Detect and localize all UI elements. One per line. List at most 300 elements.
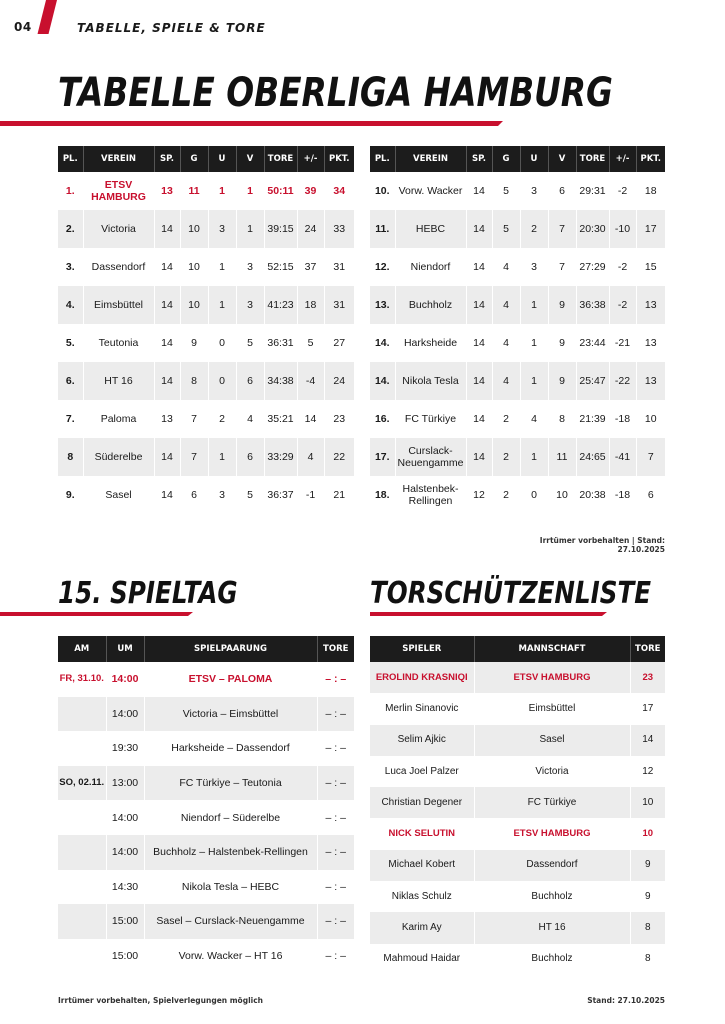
time-cell: 15:00 <box>106 904 144 939</box>
wins-cell: 6 <box>180 476 208 514</box>
wins-cell: 4 <box>492 362 520 400</box>
date-cell <box>58 731 106 766</box>
team-cell: FC Türkiye <box>474 787 630 818</box>
column-header: VEREIN <box>83 146 154 172</box>
date-cell <box>58 835 106 870</box>
team-cell: Eimsbüttel <box>474 693 630 724</box>
score-cell: – : – <box>317 662 354 697</box>
footer-note-right: Stand: 27.10.2025 <box>587 996 665 1005</box>
score-cell: – : – <box>317 697 354 732</box>
match-row <box>58 870 354 905</box>
losses-cell: 6 <box>548 172 576 210</box>
column-header: SPIELER <box>370 636 474 662</box>
match-row <box>58 731 354 766</box>
goal-diff-cell: 14 <box>297 400 324 438</box>
draws-cell: 1 <box>208 172 236 210</box>
standings-row <box>58 400 354 438</box>
standings-row <box>370 210 665 248</box>
goal-diff-cell: -2 <box>609 248 636 286</box>
time-cell: 14:00 <box>106 697 144 732</box>
match-cell: Vorw. Wacker – HT 16 <box>144 939 317 974</box>
standings-row <box>58 362 354 400</box>
club-cell: Niendorf <box>395 248 466 286</box>
standings-row <box>58 438 354 476</box>
goal-diff-cell: -2 <box>609 286 636 324</box>
losses-cell: 5 <box>236 476 264 514</box>
points-cell: 13 <box>636 286 665 324</box>
goals-cell: 35:21 <box>264 400 297 438</box>
rank-cell: 9. <box>58 476 83 514</box>
wins-cell: 10 <box>180 286 208 324</box>
rank-cell: 6. <box>58 362 83 400</box>
points-cell: 34 <box>324 172 354 210</box>
time-cell: 14:00 <box>106 800 144 835</box>
column-header: V <box>236 146 264 172</box>
scorer-row <box>370 787 665 818</box>
points-cell: 27 <box>324 324 354 362</box>
goals-cell: 24:65 <box>576 438 609 476</box>
column-header: AM <box>58 636 106 662</box>
column-header: SP. <box>466 146 492 172</box>
goal-diff-cell: -18 <box>609 476 636 514</box>
rank-cell: 8 <box>58 438 83 476</box>
goal-diff-cell: 4 <box>297 438 324 476</box>
goal-diff-cell: -2 <box>609 172 636 210</box>
rank-cell: 14. <box>370 324 395 362</box>
column-header: TORE <box>576 146 609 172</box>
column-header: PL. <box>58 146 83 172</box>
team-cell: Sasel <box>474 725 630 756</box>
goals-cell: 12 <box>630 756 665 787</box>
goals-cell: 9 <box>630 881 665 912</box>
spieltag-table <box>58 636 354 973</box>
goals-cell: 33:29 <box>264 438 297 476</box>
draws-cell: 1 <box>520 362 548 400</box>
games-cell: 14 <box>466 400 492 438</box>
points-cell: 10 <box>636 400 665 438</box>
points-cell: 21 <box>324 476 354 514</box>
goal-diff-cell: -1 <box>297 476 324 514</box>
games-cell: 12 <box>466 476 492 514</box>
column-header: VEREIN <box>395 146 466 172</box>
goal-diff-cell: -41 <box>609 438 636 476</box>
goals-cell: 52:15 <box>264 248 297 286</box>
date-cell: FR, 31.10. <box>58 662 106 697</box>
standings-row <box>58 286 354 324</box>
goals-cell: 41:23 <box>264 286 297 324</box>
team-cell: ETSV HAMBURG <box>474 662 630 693</box>
points-cell: 15 <box>636 248 665 286</box>
goals-cell: 36:38 <box>576 286 609 324</box>
club-cell: Nikola Tesla <box>395 362 466 400</box>
match-row <box>58 835 354 870</box>
rank-cell: 14. <box>370 362 395 400</box>
goal-diff-cell: 37 <box>297 248 324 286</box>
wins-cell: 7 <box>180 438 208 476</box>
column-header: MANNSCHAFT <box>474 636 630 662</box>
column-header: PKT. <box>324 146 354 172</box>
match-row <box>58 939 354 974</box>
player-cell: Selim Ajkic <box>370 725 474 756</box>
match-row <box>58 766 354 801</box>
match-row <box>58 662 354 697</box>
date-cell: SO, 02.11. <box>58 766 106 801</box>
player-cell: NICK SELUTIN <box>370 818 474 849</box>
column-header: V <box>548 146 576 172</box>
rank-cell: 1. <box>58 172 83 210</box>
standings-table-left <box>58 146 354 514</box>
points-cell: 7 <box>636 438 665 476</box>
wins-cell: 4 <box>492 324 520 362</box>
club-cell: Victoria <box>83 210 154 248</box>
goals-cell: 25:47 <box>576 362 609 400</box>
title-underline <box>0 121 503 126</box>
goals-cell: 39:15 <box>264 210 297 248</box>
games-cell: 14 <box>466 362 492 400</box>
rank-cell: 18. <box>370 476 395 514</box>
wins-cell: 2 <box>492 400 520 438</box>
club-cell: Buchholz <box>395 286 466 324</box>
losses-cell: 8 <box>548 400 576 438</box>
standings-row <box>370 248 665 286</box>
club-cell: Vorw. Wacker <box>395 172 466 210</box>
losses-cell: 7 <box>548 210 576 248</box>
draws-cell: 2 <box>208 400 236 438</box>
torschuetzen-title: TORSCHÜTZENLISTE <box>370 576 652 611</box>
score-cell: – : – <box>317 800 354 835</box>
player-cell: Christian Degener <box>370 787 474 818</box>
rank-cell: 17. <box>370 438 395 476</box>
column-header: TORE <box>317 636 354 662</box>
games-cell: 14 <box>154 248 180 286</box>
standings-row <box>370 476 665 514</box>
points-cell: 31 <box>324 248 354 286</box>
column-header: PL. <box>370 146 395 172</box>
games-cell: 14 <box>466 210 492 248</box>
draws-cell: 2 <box>520 210 548 248</box>
points-cell: 23 <box>324 400 354 438</box>
spieltag-header-row <box>58 636 354 662</box>
time-cell: 15:00 <box>106 939 144 974</box>
games-cell: 14 <box>466 286 492 324</box>
wins-cell: 11 <box>180 172 208 210</box>
score-cell: – : – <box>317 835 354 870</box>
scorer-row <box>370 756 665 787</box>
time-cell: 14:00 <box>106 662 144 697</box>
goals-cell: 50:11 <box>264 172 297 210</box>
column-header: PKT. <box>636 146 665 172</box>
rank-cell: 16. <box>370 400 395 438</box>
rank-cell: 2. <box>58 210 83 248</box>
games-cell: 13 <box>154 400 180 438</box>
player-cell: Mahmoud Haidar <box>370 944 474 975</box>
standings-row <box>370 324 665 362</box>
goals-cell: 10 <box>630 818 665 849</box>
goals-cell: 17 <box>630 693 665 724</box>
column-header: TORE <box>630 636 665 662</box>
column-header: +/- <box>609 146 636 172</box>
goals-cell: 8 <box>630 912 665 943</box>
match-row <box>58 697 354 732</box>
standings-row <box>370 438 665 476</box>
draws-cell: 1 <box>520 286 548 324</box>
time-cell: 14:00 <box>106 835 144 870</box>
standings-row <box>58 248 354 286</box>
goals-cell: 8 <box>630 944 665 975</box>
games-cell: 14 <box>154 362 180 400</box>
goals-cell: 20:30 <box>576 210 609 248</box>
club-cell: Süderelbe <box>83 438 154 476</box>
match-cell: ETSV – PALOMA <box>144 662 317 697</box>
team-cell: Buchholz <box>474 881 630 912</box>
column-header: TORE <box>264 146 297 172</box>
rank-cell: 13. <box>370 286 395 324</box>
scorer-row <box>370 662 665 693</box>
standings-table-right <box>370 146 665 514</box>
standings-note: Irrtümer vorbehalten | Stand: 27.10.2025 <box>539 536 665 554</box>
games-cell: 14 <box>466 324 492 362</box>
torschuetzen-underline <box>370 612 607 616</box>
scorer-row <box>370 944 665 975</box>
losses-cell: 9 <box>548 286 576 324</box>
goals-cell: 9 <box>630 850 665 881</box>
draws-cell: 1 <box>520 438 548 476</box>
club-cell: Dassendorf <box>83 248 154 286</box>
wins-cell: 10 <box>180 210 208 248</box>
goal-diff-cell: 18 <box>297 286 324 324</box>
column-header: G <box>492 146 520 172</box>
goals-cell: 10 <box>630 787 665 818</box>
rank-cell: 7. <box>58 400 83 438</box>
wins-cell: 10 <box>180 248 208 286</box>
goals-cell: 34:38 <box>264 362 297 400</box>
goal-diff-cell: -18 <box>609 400 636 438</box>
points-cell: 22 <box>324 438 354 476</box>
club-cell: Paloma <box>83 400 154 438</box>
wins-cell: 8 <box>180 362 208 400</box>
losses-cell: 10 <box>548 476 576 514</box>
score-cell: – : – <box>317 904 354 939</box>
losses-cell: 4 <box>236 400 264 438</box>
column-header: G <box>180 146 208 172</box>
score-cell: – : – <box>317 766 354 801</box>
draws-cell: 1 <box>208 438 236 476</box>
points-cell: 6 <box>636 476 665 514</box>
games-cell: 14 <box>154 286 180 324</box>
goals-cell: 21:39 <box>576 400 609 438</box>
goal-diff-cell: 24 <box>297 210 324 248</box>
player-cell: Karim Ay <box>370 912 474 943</box>
team-cell: HT 16 <box>474 912 630 943</box>
points-cell: 18 <box>636 172 665 210</box>
scorer-row <box>370 912 665 943</box>
club-cell: HEBC <box>395 210 466 248</box>
rank-cell: 12. <box>370 248 395 286</box>
column-header: U <box>208 146 236 172</box>
draws-cell: 3 <box>208 210 236 248</box>
standings-row <box>370 286 665 324</box>
match-cell: Niendorf – Süderelbe <box>144 800 317 835</box>
losses-cell: 1 <box>236 172 264 210</box>
standings-header-row <box>58 146 354 172</box>
torschuetzen-header-row <box>370 636 665 662</box>
match-cell: Victoria – Eimsbüttel <box>144 697 317 732</box>
wins-cell: 4 <box>492 286 520 324</box>
goals-cell: 29:31 <box>576 172 609 210</box>
losses-cell: 6 <box>236 362 264 400</box>
match-cell: Harksheide – Dassendorf <box>144 731 317 766</box>
rank-cell: 5. <box>58 324 83 362</box>
scorer-row <box>370 693 665 724</box>
draws-cell: 0 <box>520 476 548 514</box>
goal-diff-cell: 5 <box>297 324 324 362</box>
match-cell: Nikola Tesla – HEBC <box>144 870 317 905</box>
goals-cell: 14 <box>630 725 665 756</box>
club-cell: Sasel <box>83 476 154 514</box>
match-cell: Buchholz – Halstenbek-Rellingen <box>144 835 317 870</box>
losses-cell: 9 <box>548 362 576 400</box>
date-cell <box>58 870 106 905</box>
standings-row <box>370 172 665 210</box>
draws-cell: 3 <box>520 248 548 286</box>
points-cell: 13 <box>636 324 665 362</box>
match-row <box>58 800 354 835</box>
score-cell: – : – <box>317 939 354 974</box>
losses-cell: 1 <box>236 210 264 248</box>
wins-cell: 9 <box>180 324 208 362</box>
spieltag-underline <box>0 612 193 616</box>
goals-cell: 20:38 <box>576 476 609 514</box>
points-cell: 13 <box>636 362 665 400</box>
standings-header-row <box>370 146 665 172</box>
draws-cell: 1 <box>208 248 236 286</box>
match-cell: Sasel – Curslack-Neuengamme <box>144 904 317 939</box>
standings-row <box>58 172 354 210</box>
goals-cell: 36:31 <box>264 324 297 362</box>
club-cell: FC Türkiye <box>395 400 466 438</box>
losses-cell: 9 <box>548 324 576 362</box>
club-cell: Eimsbüttel <box>83 286 154 324</box>
goal-diff-cell: -4 <box>297 362 324 400</box>
scorer-row <box>370 850 665 881</box>
standings-row <box>58 476 354 514</box>
wins-cell: 2 <box>492 438 520 476</box>
draws-cell: 0 <box>208 362 236 400</box>
draws-cell: 0 <box>208 324 236 362</box>
games-cell: 14 <box>466 172 492 210</box>
standings-row <box>58 324 354 362</box>
draws-cell: 3 <box>208 476 236 514</box>
date-cell <box>58 800 106 835</box>
club-cell: Teutonia <box>83 324 154 362</box>
games-cell: 14 <box>154 438 180 476</box>
goal-diff-cell: -10 <box>609 210 636 248</box>
losses-cell: 7 <box>548 248 576 286</box>
spieltag-title: 15. SPIELTAG <box>58 576 238 611</box>
wins-cell: 5 <box>492 172 520 210</box>
wins-cell: 4 <box>492 248 520 286</box>
scorer-row <box>370 725 665 756</box>
points-cell: 31 <box>324 286 354 324</box>
column-header: +/- <box>297 146 324 172</box>
torschuetzen-table <box>370 636 665 975</box>
match-row <box>58 904 354 939</box>
date-cell <box>58 939 106 974</box>
games-cell: 13 <box>154 172 180 210</box>
goal-diff-cell: -22 <box>609 362 636 400</box>
goal-diff-cell: 39 <box>297 172 324 210</box>
scorer-row <box>370 881 665 912</box>
goal-diff-cell: -21 <box>609 324 636 362</box>
club-cell: Halstenbek-Rellingen <box>395 476 466 514</box>
team-cell: ETSV HAMBURG <box>474 818 630 849</box>
player-cell: Merlin Sinanovic <box>370 693 474 724</box>
draws-cell: 3 <box>520 172 548 210</box>
goals-cell: 23:44 <box>576 324 609 362</box>
column-header: SPIELPAARUNG <box>144 636 317 662</box>
player-cell: Luca Joel Palzer <box>370 756 474 787</box>
team-cell: Dassendorf <box>474 850 630 881</box>
games-cell: 14 <box>154 210 180 248</box>
games-cell: 14 <box>154 476 180 514</box>
standings-row <box>370 400 665 438</box>
page-number: 04 <box>14 20 32 34</box>
rank-cell: 4. <box>58 286 83 324</box>
time-cell: 14:30 <box>106 870 144 905</box>
team-cell: Victoria <box>474 756 630 787</box>
points-cell: 17 <box>636 210 665 248</box>
rank-cell: 3. <box>58 248 83 286</box>
table-title: TABELLE OBERLIGA HAMBURG <box>58 70 613 116</box>
rank-cell: 11. <box>370 210 395 248</box>
goals-cell: 27:29 <box>576 248 609 286</box>
club-cell: Harksheide <box>395 324 466 362</box>
games-cell: 14 <box>154 324 180 362</box>
date-cell <box>58 904 106 939</box>
losses-cell: 5 <box>236 324 264 362</box>
wins-cell: 2 <box>492 476 520 514</box>
time-cell: 19:30 <box>106 731 144 766</box>
goals-cell: 36:37 <box>264 476 297 514</box>
column-header: UM <box>106 636 144 662</box>
draws-cell: 4 <box>520 400 548 438</box>
standings-row <box>58 210 354 248</box>
losses-cell: 11 <box>548 438 576 476</box>
time-cell: 13:00 <box>106 766 144 801</box>
footer-note-left: Irrtümer vorbehalten, Spielverlegungen möglich <box>58 996 264 1005</box>
date-cell <box>58 697 106 732</box>
draws-cell: 1 <box>208 286 236 324</box>
player-cell: Niklas Schulz <box>370 881 474 912</box>
goals-cell: 23 <box>630 662 665 693</box>
section-label: TABELLE, SPIELE & TORE <box>77 21 266 35</box>
wins-cell: 7 <box>180 400 208 438</box>
club-cell: ETSV HAMBURG <box>83 172 154 210</box>
header-accent-bar <box>38 0 57 34</box>
rank-cell: 10. <box>370 172 395 210</box>
player-cell: EROLIND KRASNIQI <box>370 662 474 693</box>
match-cell: FC Türkiye – Teutonia <box>144 766 317 801</box>
column-header: U <box>520 146 548 172</box>
points-cell: 33 <box>324 210 354 248</box>
points-cell: 24 <box>324 362 354 400</box>
standings-row <box>370 362 665 400</box>
losses-cell: 6 <box>236 438 264 476</box>
losses-cell: 3 <box>236 248 264 286</box>
wins-cell: 5 <box>492 210 520 248</box>
draws-cell: 1 <box>520 324 548 362</box>
losses-cell: 3 <box>236 286 264 324</box>
